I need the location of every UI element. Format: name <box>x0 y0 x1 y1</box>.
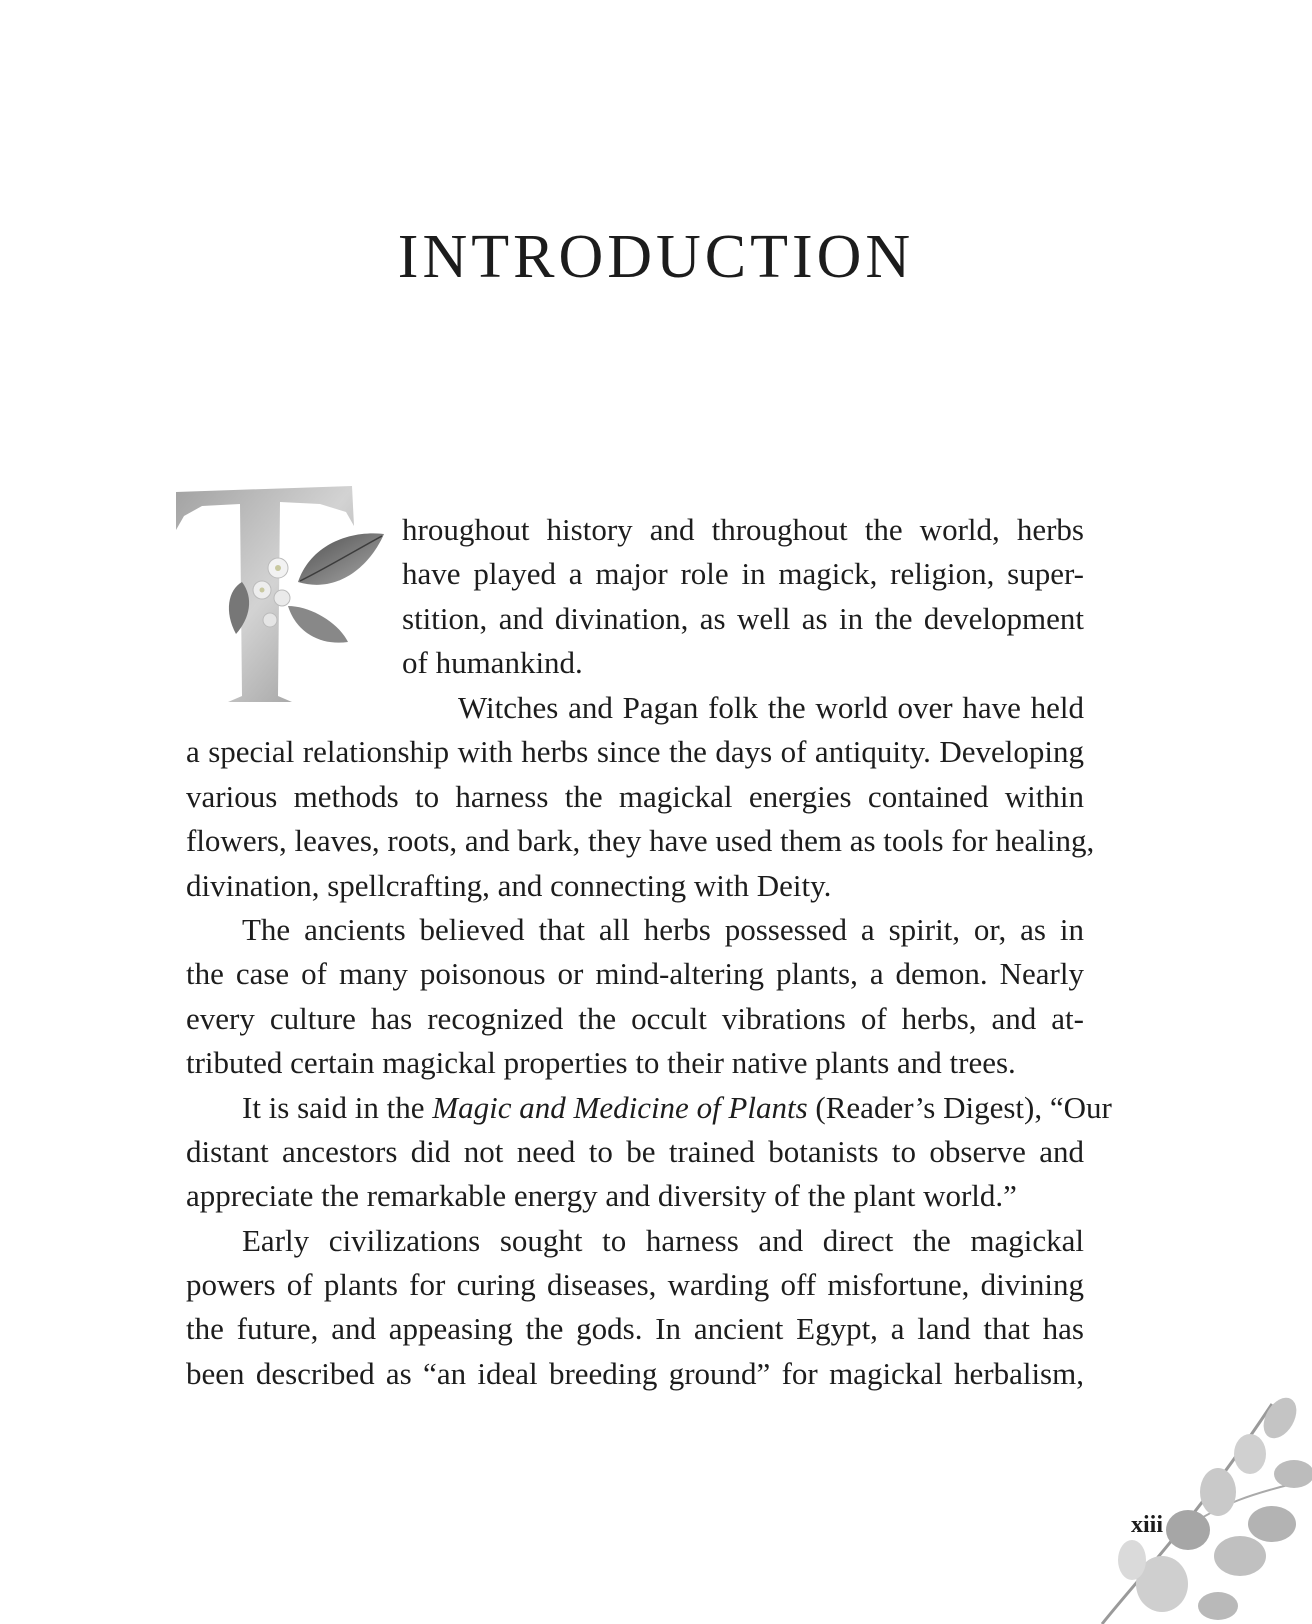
text-line: a special relationship with herbs since the days of antiquity. Developing <box>186 734 1084 770</box>
text-line: stition, and divination, as well as in the development <box>402 600 1084 636</box>
page-number: xiii <box>1131 1512 1164 1538</box>
floral-letter-t-icon <box>170 486 392 718</box>
body-text <box>186 686 1112 1396</box>
eucalyptus-branch-icon <box>1042 1374 1312 1624</box>
text-line: distant ancestors did not need to be trained botanists to observe and <box>186 1133 1084 1169</box>
text-line: powers of plants for curing diseases, warding off misfortune, divining <box>186 1267 1084 1303</box>
text-line <box>186 1086 1112 1130</box>
text-line: of humankind. <box>402 645 583 681</box>
text-line: Witches and Pagan folk the world over have held <box>458 690 1084 725</box>
text-line: divination, spellcrafting, and connecting with Deity. <box>186 867 832 903</box>
text-line: The ancients believed that all herbs possessed a spirit, or, as in <box>242 911 1084 947</box>
text-line: flowers, leaves, roots, and bark, they have used them as tools for healing, <box>186 823 1095 859</box>
text-line: the case of many poisonous or mind-altering plants, a demon. Nearly <box>186 956 1084 992</box>
text-line: tributed certain magickal properties to their native plants and trees. <box>186 1045 1016 1081</box>
text-line: various methods to harness the magickal energies contained within <box>186 778 1084 814</box>
intro-paragraph <box>402 508 1084 686</box>
text-line: hroughout history and throughout the world, herbs <box>402 512 1084 547</box>
text-fragment: It is said in the <box>242 1089 433 1125</box>
text-line: the future, and appeasing the gods. In ancient Egypt, a land that has <box>186 1311 1084 1347</box>
page-title: INTRODUCTION <box>397 223 915 291</box>
text-line: been described as “an ideal breeding ground” for magickal herbalism, <box>186 1355 1084 1391</box>
book-title: Magic and Medicine of Plants <box>432 1089 808 1125</box>
text-line: every culture has recognized the occult vibrations of herbs, and at- <box>186 1000 1084 1036</box>
text-fragment: (Reader’s Digest), “Our <box>807 1089 1112 1125</box>
text-line: have played a major role in magick, religion, super- <box>402 556 1084 592</box>
text-line: appreciate the remarkable energy and diversity of the plant world.” <box>186 1178 1017 1214</box>
text-line: Early civilizations sought to harness and direct the magickal <box>242 1222 1084 1258</box>
